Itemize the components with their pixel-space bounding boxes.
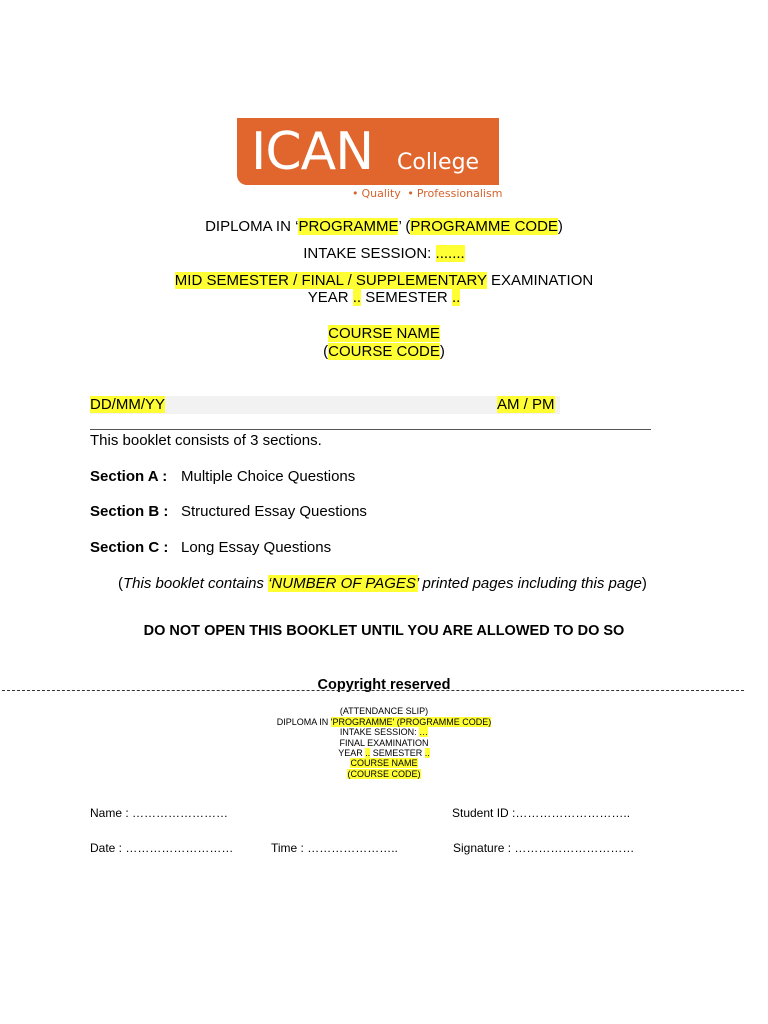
course-code-line: (COURSE CODE) <box>323 343 445 360</box>
tear-off-line <box>2 690 744 691</box>
semester-field: .. <box>451 289 461 306</box>
section-a-label: Section A : <box>90 468 168 485</box>
section-b-label: Section B : <box>90 503 169 520</box>
signature-field[interactable]: Signature : ………………………… <box>453 841 635 855</box>
pages-note: (This booklet contains ‘NUMBER OF PAGES’ printed pages including this page) <box>118 575 647 592</box>
intake-session-field: ....... <box>435 245 465 262</box>
slip-course-code-line <box>0 769 768 779</box>
slip-course-name-line <box>0 758 768 768</box>
logo-tagline: • Quality • Professionalism <box>352 187 503 200</box>
exam-date: DD/MM/YY <box>90 396 165 413</box>
logo-brand-text: ICAN <box>251 122 374 182</box>
logo-tagline-professionalism: Professionalism <box>416 187 503 200</box>
diploma-line: DIPLOMA IN ‘PROGRAMME’ (PROGRAMME CODE) <box>205 218 563 235</box>
slip-diploma-line: DIPLOMA IN 'PROGRAMME' (PROGRAMME CODE) <box>276 717 492 727</box>
section-c-text: Long Essay Questions <box>181 539 332 556</box>
slip-course-code-field: (COURSE CODE) <box>347 769 421 779</box>
slip-intake-line: INTAKE SESSION: … <box>339 727 429 737</box>
date-field[interactable]: Date : ……………………… <box>90 841 234 855</box>
section-c <box>90 539 332 557</box>
logo-sub-text: College <box>397 150 480 175</box>
slip-exam-line: FINAL EXAMINATION <box>339 738 429 748</box>
year-semester-line: YEAR .. SEMESTER .. <box>307 289 461 306</box>
copyright-notice: Copyright reserved <box>317 677 451 693</box>
section-b-text: Structured Essay Questions <box>181 503 367 520</box>
programme-field: PROGRAMME <box>298 218 399 235</box>
number-of-pages-field: ‘NUMBER OF PAGES’ <box>268 575 419 592</box>
course-name-field: COURSE NAME <box>328 325 440 342</box>
exam-type-line: MID SEMESTER / FINAL / SUPPLEMENTARY EXAMINATION <box>174 272 594 289</box>
slip-course-name-field: COURSE NAME <box>350 758 418 768</box>
do-not-open-warning: DO NOT OPEN THIS BOOKLET UNTIL YOU ARE ALLOWED TO DO SO <box>143 623 625 639</box>
intake-session-line: INTAKE SESSION: ....... <box>303 245 465 262</box>
section-a-text: Multiple Choice Questions <box>181 468 356 485</box>
programme-code-field: PROGRAMME CODE <box>410 218 558 235</box>
course-code-field: COURSE CODE <box>328 343 440 360</box>
student-id-field[interactable]: Student ID :……………………….. <box>452 806 631 820</box>
course-name-line <box>0 325 768 343</box>
name-field[interactable]: Name : …………………… <box>90 806 229 820</box>
divider-rule <box>90 429 651 430</box>
exam-type-field: MID SEMESTER / FINAL / SUPPLEMENTARY <box>174 272 487 289</box>
slip-programme-field: 'PROGRAMME' (PROGRAMME CODE) <box>330 717 492 727</box>
slip-year-semester-line: YEAR .. SEMESTER .. <box>338 748 430 758</box>
slip-semester-field: .. <box>424 748 430 758</box>
section-b <box>90 503 367 521</box>
logo-tagline-quality: Quality <box>361 187 401 200</box>
section-a <box>90 468 356 486</box>
year-field: .. <box>352 289 362 306</box>
exam-ampm: AM / PM <box>497 396 555 413</box>
booklet-intro: This booklet consists of 3 sections. <box>90 432 322 449</box>
slip-intake-field: … <box>419 727 429 737</box>
time-field[interactable]: Time : ………………….. <box>271 841 398 855</box>
attendance-slip-title: (ATTENDANCE SLIP) <box>339 706 429 716</box>
college-logo <box>237 118 503 204</box>
section-c-label: Section C : <box>90 539 169 556</box>
slip-year-field: .. <box>365 748 371 758</box>
